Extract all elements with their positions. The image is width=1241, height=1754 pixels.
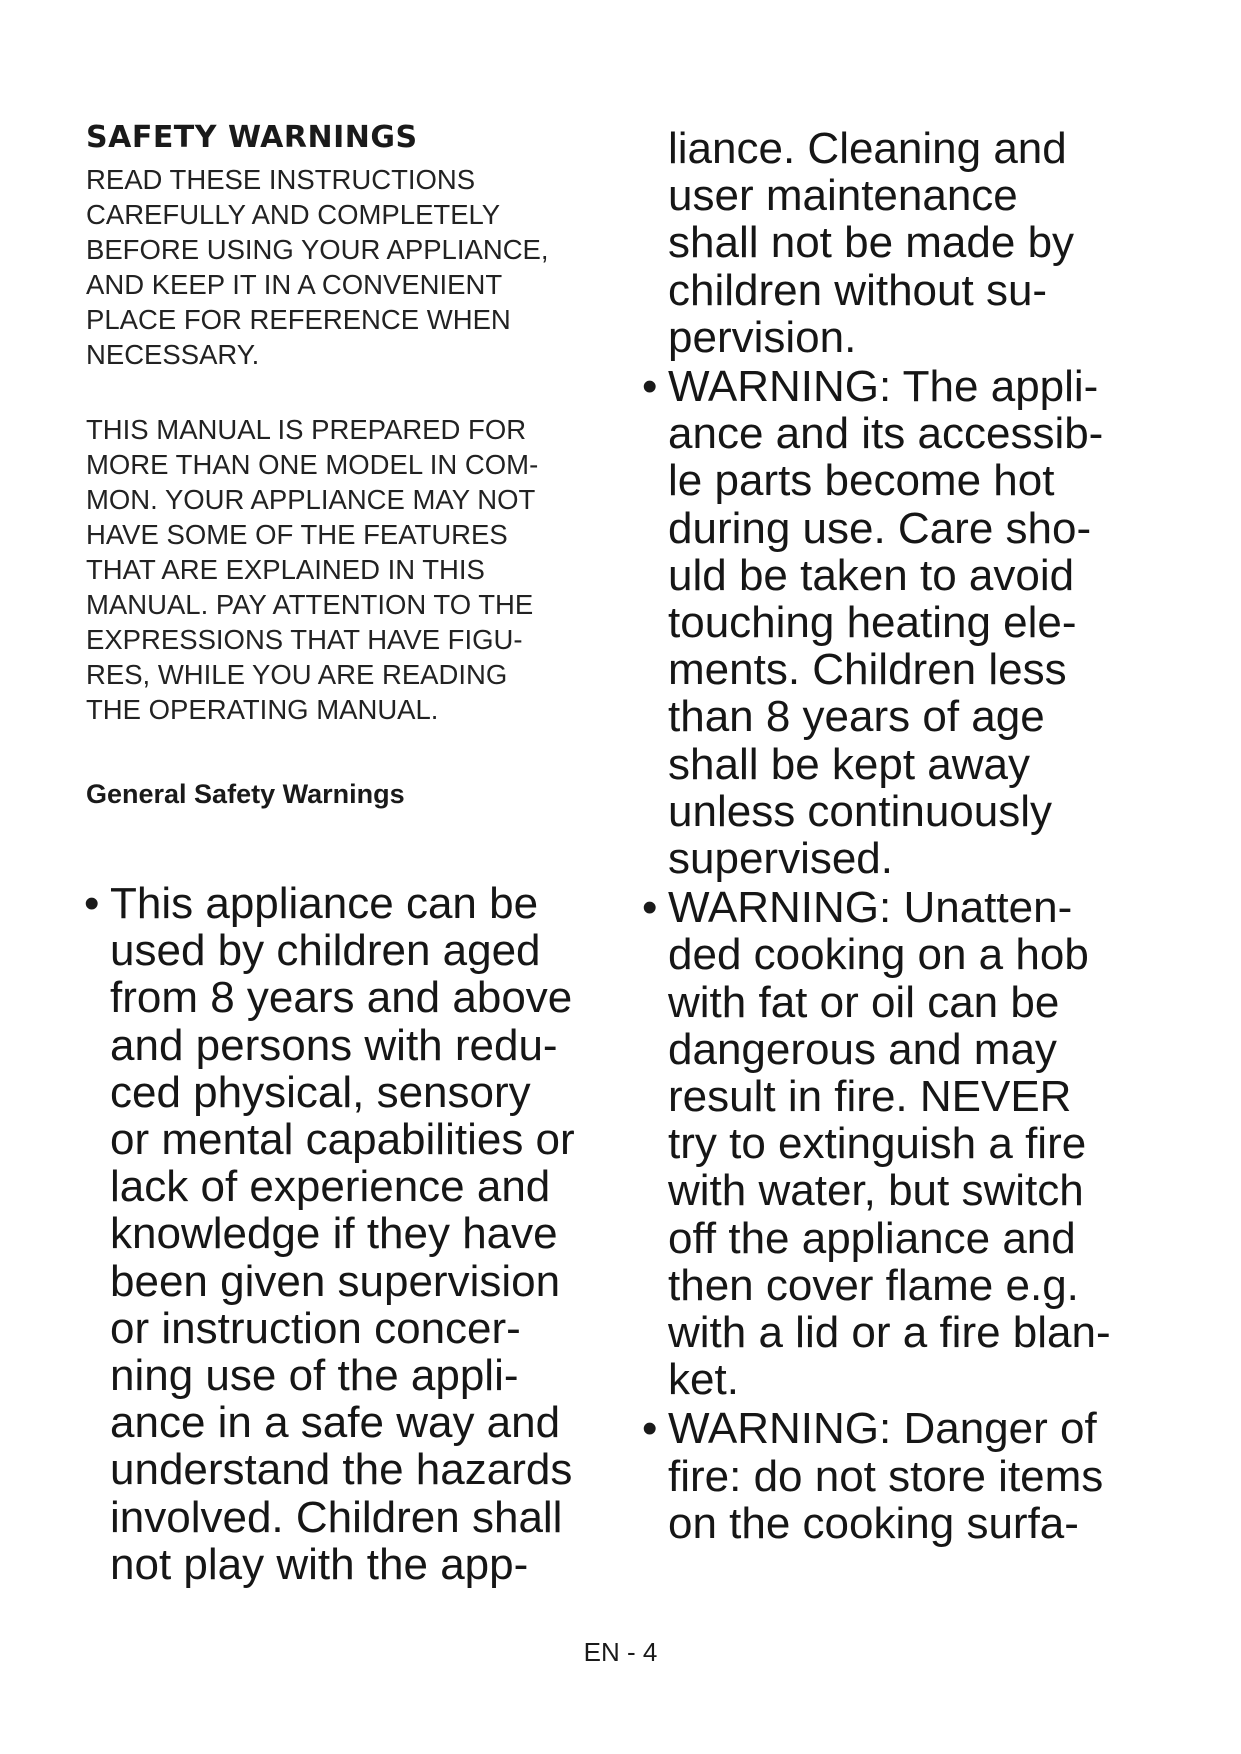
bullet-icon: •: [84, 879, 100, 928]
bullet-text: WARNING: Danger of fire: do not store items on the cooking surfa-: [668, 1404, 1104, 1548]
right-column: [642, 124, 1188, 1548]
bullet-icon: •: [642, 362, 658, 412]
bullet-icon: •: [642, 1404, 658, 1454]
bullet-item-hot-parts: [642, 362, 1188, 884]
left-column: [86, 120, 616, 841]
section-title: SAFETY WARNINGS: [86, 120, 418, 155]
page-number: EN - 4: [583, 1637, 658, 1667]
intro-paragraph-read-instructions: READ THESE INSTRUCTIONS CAREFULLY AND COMPLETELY BEFORE USING YOUR APPLIANCE, AND KEEP IT IN A CONVENIENT PLACE FOR REFERENCE WHEN NECESSARY.: [86, 164, 549, 370]
intro-paragraph-manual-models: THIS MANUAL IS PREPARED FOR MORE THAN ONE MODEL IN COM- MON. YOUR APPLIANCE MAY NOT HAVE SOME OF THE FEATURES THAT ARE EXPLAINED IN THIS MANUAL. PAY ATTENTION TO THE EXPRESSIONS THAT HAVE FIGU- RES, WHILE YOU ARE READING THE OPERATING MANUAL.: [86, 414, 539, 725]
bullet-text: This appliance can be used by children aged from 8 years and above and persons with redu- ced physical, sensory or mental capabilities or lack of experience and knowledge if they have been given supervision or instruction concer- ning use of the appli- ance in a safe way and understand the hazards involved. Children shall not play with the app-: [110, 879, 575, 1589]
bullet-item-unattended-cooking: [642, 883, 1188, 1405]
bullet-text: WARNING: Unatten- ded cooking on a hob with fat or oil can be dangerous and may result in fire. NEVER try to extinguish a fire with water, but switch off the appliance and then cover flame e.g. with a lid or a fire blan- ket.: [668, 883, 1111, 1405]
bullet-item-children-usage: [84, 879, 630, 1589]
subsection-title: General Safety Warnings: [86, 779, 405, 809]
bullet-icon: •: [642, 883, 658, 933]
bullet-text-continued: liance. Cleaning and user maintenance shall not be made by children without su- pervision.: [668, 124, 1075, 362]
bullet-text: WARNING: The appli- ance and its accessib- le parts become hot during use. Care sho- uld be taken to avoid touching heating ele- ments. Children less than 8 years of age shall be kept away unless continuously supervised.: [668, 362, 1104, 884]
bullet-item-fire-danger: [642, 1404, 1188, 1548]
